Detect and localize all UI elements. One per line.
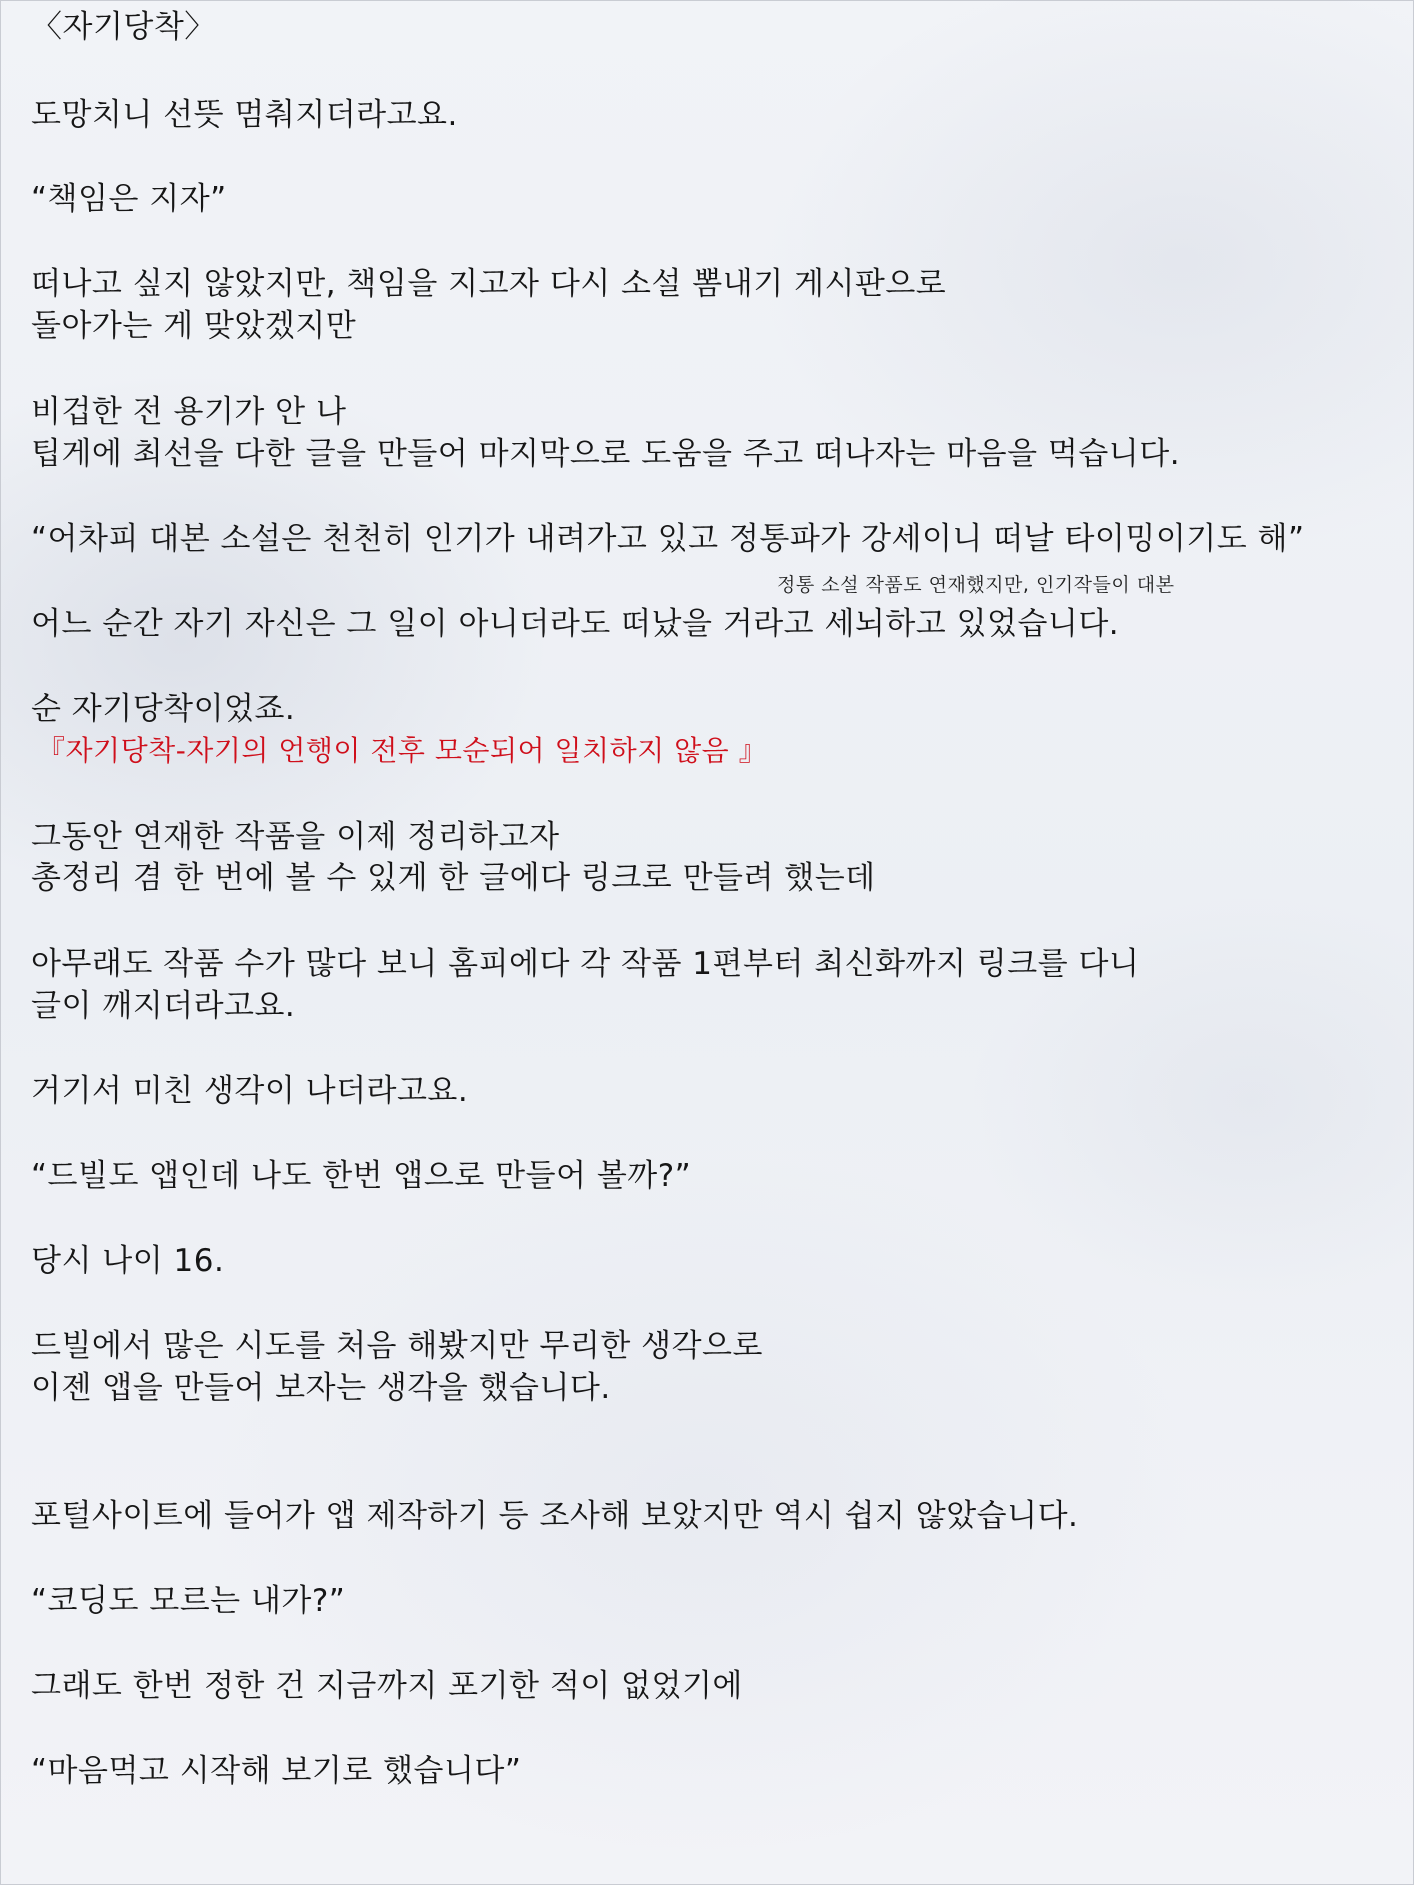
quote-line: “어차피 대본 소설은 천천히 인기가 내려가고 있고 정통파가 강세이니 떠날 타이밍이기도 해”: [31, 521, 1305, 557]
quote-line: “드빌도 앱인데 나도 한번 앱으로 만들어 볼까?”: [31, 1158, 692, 1194]
quote-line: “책임은 지자”: [31, 181, 227, 217]
text-line: 어느 순간 자기 자신은 그 일이 아니더라도 떠났을 거라고 세뇌하고 있었습니다.: [31, 606, 1120, 642]
text-line: 아무래도 작품 수가 많다 보니 홈피에다 각 작품 1편부터 최신화까지 링크를 다니: [31, 946, 1140, 982]
text-line: 거기서 미친 생각이 나더라고요.: [31, 1073, 469, 1109]
text-line: 이젠 앱을 만들어 보자는 생각을 했습니다.: [31, 1370, 611, 1406]
text-line: 드빌에서 많은 시도를 처음 해봤지만 무리한 생각으로: [31, 1328, 763, 1364]
text-line: 돌아가는 게 맞았겠지만: [31, 308, 357, 344]
text-line: 그동안 연재한 작품을 이제 정리하고자: [31, 819, 560, 855]
document-title: 〈자기당착〉: [31, 9, 216, 45]
quote-line: “마음먹고 시작해 보기로 했습니다”: [31, 1753, 522, 1789]
text-line: 당시 나이 16.: [31, 1243, 225, 1279]
text-line: 팁게에 최선을 다한 글을 만들어 마지막으로 도움을 주고 떠나자는 마음을 먹습니다.: [31, 436, 1181, 472]
text-line: 글이 깨지더라고요.: [31, 988, 296, 1024]
text-line: 순 자기당착이었죠.: [31, 691, 296, 727]
text-line: 도망치니 선뜻 멈춰지더라고요.: [31, 97, 458, 133]
text-line: 포털사이트에 들어가 앱 제작하기 등 조사해 보았지만 역시 쉽지 않았습니다.: [31, 1498, 1079, 1534]
text-line: 비겁한 전 용기가 안 나: [31, 394, 347, 430]
text-line: 그래도 한번 정한 건 지금까지 포기한 적이 없었기에: [31, 1668, 743, 1704]
text-line: 떠나고 싶지 않았지만, 책임을 지고자 다시 소설 뽐내기 게시판으로: [31, 266, 947, 302]
definition-note: 『자기당착-자기의 언행이 전후 모순되어 일치하지 않음 』: [37, 734, 768, 767]
text-line: 총정리 겸 한 번에 볼 수 있게 한 글에다 링크로 만들려 했는데: [31, 860, 876, 896]
side-annotation: 정통 소설 작품도 연재했지만, 인기작들이 대본: [777, 574, 1175, 596]
quote-line: “코딩도 모르는 내가?”: [31, 1583, 346, 1619]
